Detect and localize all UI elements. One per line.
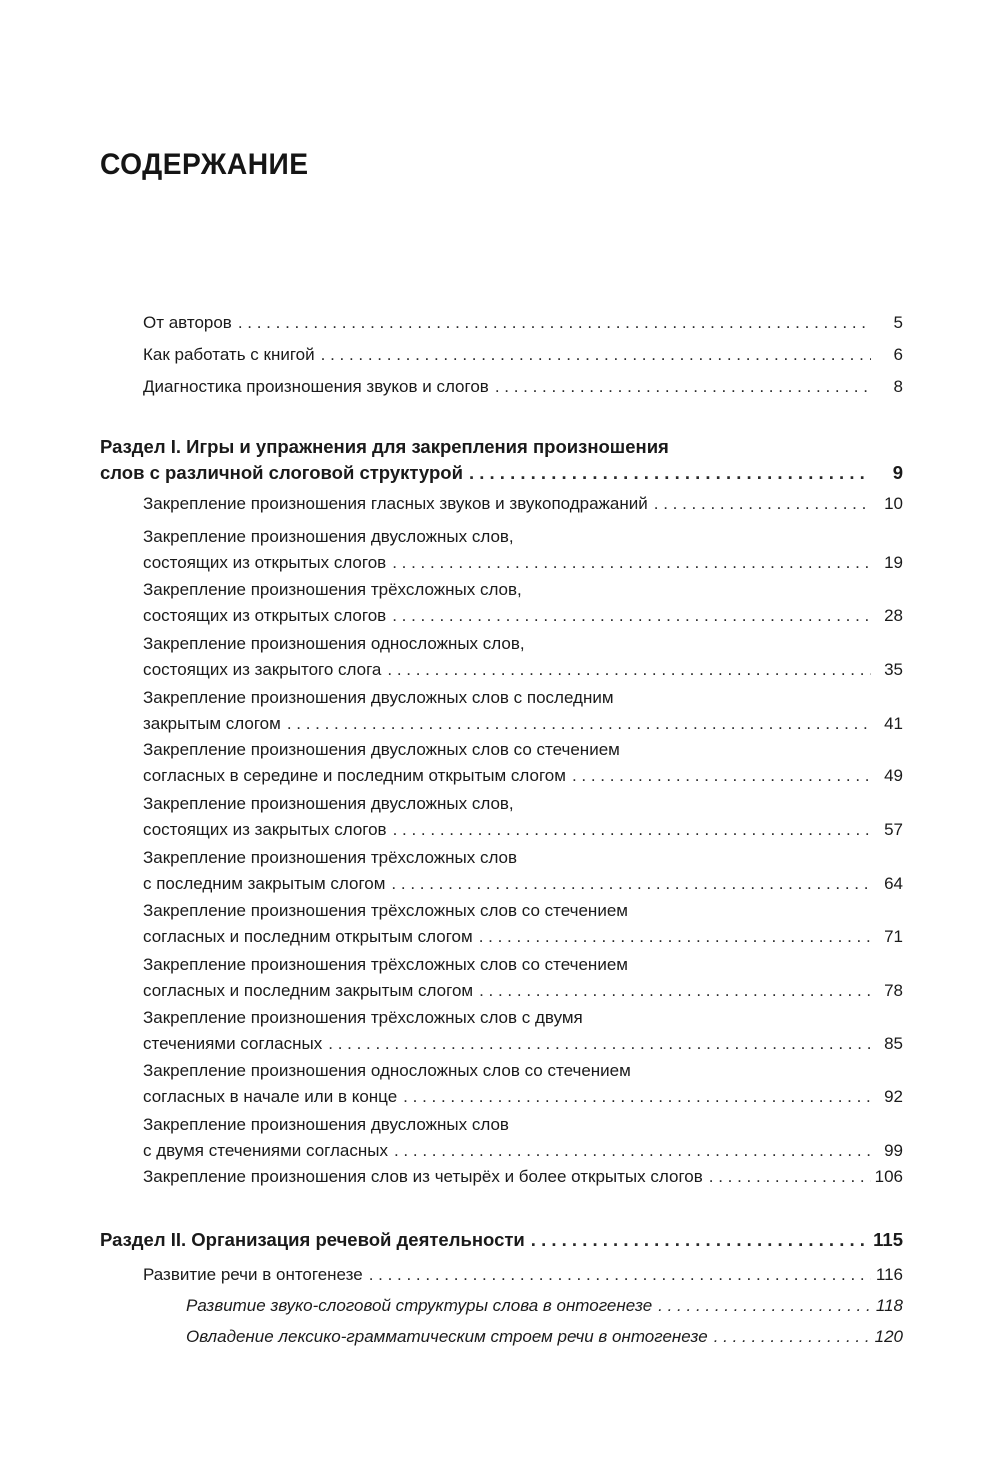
toc-entry-text: Закрепление произношения двусложных слов с последним	[143, 688, 614, 707]
dot-leader	[495, 374, 871, 400]
toc-page-number: 49	[884, 766, 903, 785]
section-title-line1: Раздел II. Организация речевой деятельности	[100, 1229, 525, 1250]
toc-entry-text-cont: закрытым слогом	[143, 714, 281, 733]
toc-entry-text: Закрепление произношения двусложных слов,	[143, 794, 514, 813]
toc-entry-text: Закрепление произношения слов из четырёх и более открытых слогов	[143, 1167, 703, 1186]
toc-page-number: 99	[884, 1141, 903, 1160]
toc-entry[interactable]	[143, 791, 903, 843]
toc-page-number: 57	[884, 820, 903, 839]
toc-entry-how-to-use[interactable]	[143, 342, 903, 368]
toc-entry-text: Овладение лексико-грамматическим строем речи в онтогенезе	[186, 1327, 708, 1346]
toc-entry-text: Закрепление произношения трёхсложных слов с двумя	[143, 1008, 583, 1027]
toc-entry-text-cont: состоящих из открытых слогов	[143, 606, 387, 625]
dot-leader	[709, 1164, 871, 1190]
dot-leader	[469, 460, 871, 486]
dot-leader	[394, 1138, 871, 1164]
toc-page-number: 41	[884, 714, 903, 733]
toc-page-number: 5	[893, 313, 903, 332]
toc-page-number: 28	[884, 606, 903, 625]
toc-entry[interactable]	[143, 1164, 903, 1190]
toc-entry-text: Закрепление произношения односложных слов,	[143, 634, 525, 653]
dot-leader	[392, 550, 871, 576]
toc-entry-text: Закрепление произношения трёхсложных слов со стечением	[143, 901, 628, 920]
toc-section-1[interactable]	[100, 434, 903, 486]
toc-entry-text: Закрепление произношения трёхсложных слов	[143, 848, 518, 867]
toc-entry-text-cont: согласных и последним открытым слогом	[143, 927, 473, 946]
dot-leader	[393, 817, 871, 843]
toc-entry-text: Закрепление произношения трёхсложных слов со стечением	[143, 955, 628, 974]
dot-leader	[287, 711, 871, 737]
toc-page-number: 78	[884, 981, 903, 1000]
toc-page-number: 19	[884, 553, 903, 572]
toc-entry[interactable]	[143, 1005, 903, 1057]
toc-entry[interactable]	[143, 737, 903, 789]
toc-page-number: 115	[873, 1229, 903, 1250]
toc-entry-text: Закрепление произношения трёхсложных слов,	[143, 580, 522, 599]
toc-page-number: 85	[884, 1034, 903, 1053]
dot-leader	[403, 1084, 871, 1110]
toc-entry[interactable]	[143, 577, 903, 629]
toc-page-number: 64	[884, 874, 903, 893]
dot-leader	[321, 342, 871, 368]
toc-entry-text: Закрепление произношения двусложных слов	[143, 1115, 509, 1134]
toc-entry[interactable]	[143, 898, 903, 950]
toc-subentry[interactable]	[186, 1324, 903, 1350]
toc-page-number: 9	[892, 462, 903, 483]
dot-leader	[654, 491, 871, 517]
toc-entry[interactable]	[143, 491, 903, 517]
toc-entry[interactable]	[143, 952, 903, 1004]
toc-entry[interactable]	[143, 1112, 903, 1164]
toc-page-number: 71	[884, 927, 903, 946]
toc-entry-text: Как работать с книгой	[143, 345, 315, 364]
toc-page-number: 92	[884, 1087, 903, 1106]
dot-leader	[714, 1324, 871, 1350]
toc-entry[interactable]	[143, 1262, 903, 1288]
toc-page-number: 118	[875, 1296, 903, 1315]
toc-page-number: 8	[893, 377, 903, 396]
dot-leader	[392, 603, 871, 629]
page-title: СОДЕРЖАНИЕ	[100, 148, 309, 181]
dot-leader	[479, 978, 871, 1004]
toc-entry-text-cont: стечениями согласных	[143, 1034, 323, 1053]
toc-entry-text: Развитие речи в онтогенезе	[143, 1265, 363, 1284]
section-title-line1: Раздел I. Игры и упражнения для закрепления произношения	[100, 436, 669, 457]
toc-page-number: 6	[893, 345, 903, 364]
dot-leader	[479, 924, 871, 950]
toc-entry-diagnostics[interactable]	[143, 374, 903, 400]
toc-entry-text-cont: состоящих из закрытого слога	[143, 660, 382, 679]
toc-entry-text: Развитие звуко-слоговой структуры слова в онтогенезе	[186, 1296, 653, 1315]
toc-entry-text-cont: согласных в начале или в конце	[143, 1087, 398, 1106]
dot-leader	[238, 310, 871, 336]
toc-subentry[interactable]	[186, 1293, 903, 1319]
dot-leader	[369, 1262, 871, 1288]
toc-entry-text: Закрепление произношения гласных звуков и звукоподражаний	[143, 494, 648, 513]
toc-entry-text-cont: с двумя стечениями согласных	[143, 1141, 388, 1160]
toc-entry[interactable]	[143, 631, 903, 683]
toc-entry[interactable]	[143, 1058, 903, 1110]
toc-entry-text-cont: состоящих из открытых слогов	[143, 553, 387, 572]
toc-entry-text-cont: с последним закрытым слогом	[143, 874, 386, 893]
toc-entry[interactable]	[143, 685, 903, 737]
dot-leader	[391, 871, 871, 897]
toc-entry-text-cont: согласных в середине и последним открытым слогом	[143, 766, 566, 785]
toc-section-2[interactable]	[100, 1227, 903, 1253]
toc-entry-text-cont: состоящих из закрытых слогов	[143, 820, 387, 839]
toc-entry-text: Диагностика произношения звуков и слогов	[143, 377, 489, 396]
toc-entry-text-cont: согласных и последним закрытым слогом	[143, 981, 474, 1000]
toc-entry-text: Закрепление произношения двусложных слов со стечением	[143, 740, 620, 759]
dot-leader	[572, 763, 871, 789]
toc-page-number: 106	[874, 1167, 903, 1186]
toc-page-number: 116	[875, 1265, 903, 1284]
dot-leader	[658, 1293, 871, 1319]
toc-entry-text: Закрепление произношения односложных слов со стечением	[143, 1061, 631, 1080]
toc-entry[interactable]	[143, 524, 903, 576]
toc-page-number: 35	[884, 660, 903, 679]
toc-entry-text: Закрепление произношения двусложных слов,	[143, 527, 514, 546]
dot-leader	[328, 1031, 871, 1057]
toc-page-number: 10	[884, 494, 903, 513]
toc-entry-text: От авторов	[143, 313, 232, 332]
toc-page-number: 120	[874, 1327, 903, 1346]
dot-leader	[387, 657, 871, 683]
toc-entry-from-authors[interactable]	[143, 310, 903, 336]
toc-entry[interactable]	[143, 845, 903, 897]
dot-leader	[531, 1227, 869, 1253]
section-title-line2: слов с различной слоговой структурой	[100, 462, 463, 483]
